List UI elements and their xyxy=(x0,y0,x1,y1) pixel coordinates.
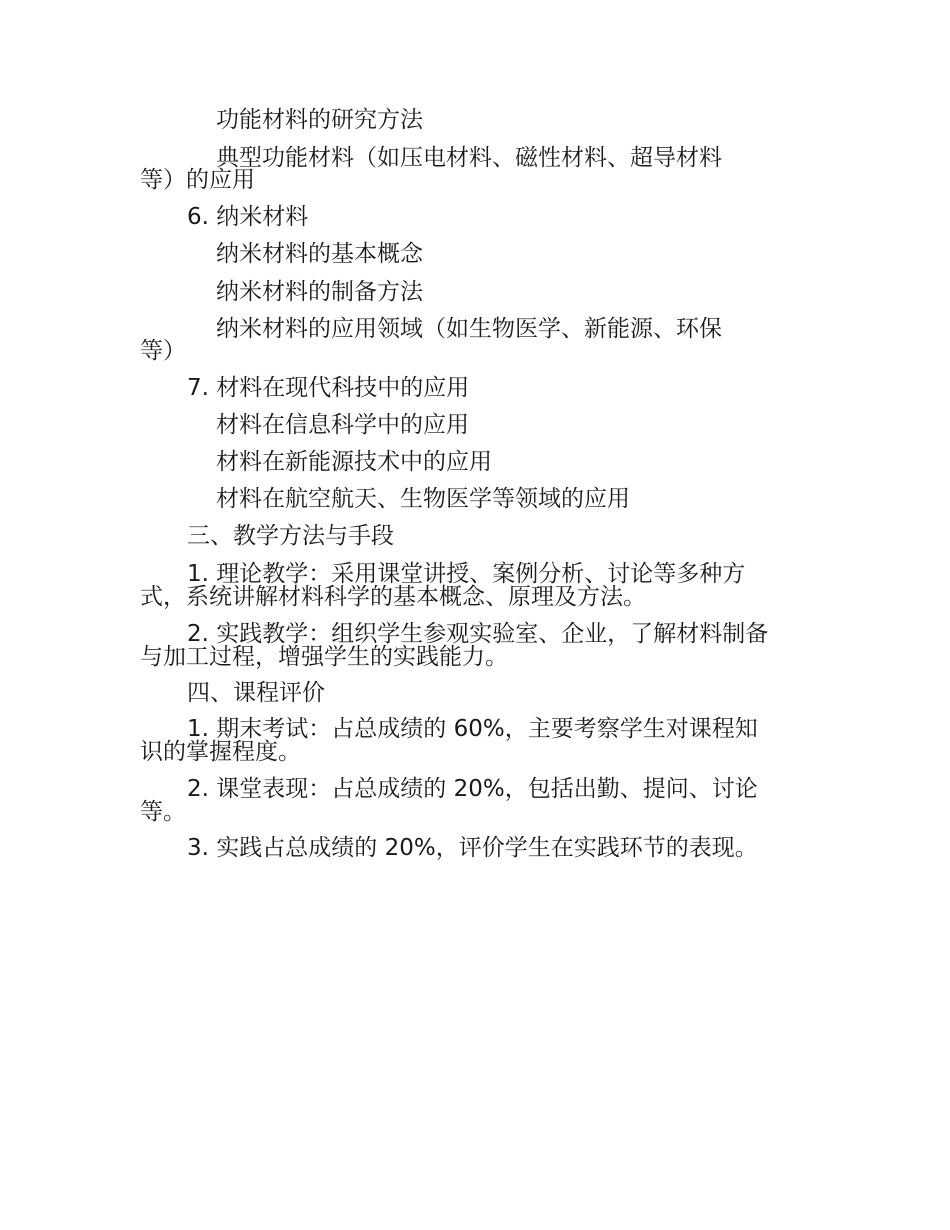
section-heading: 三、教学方法与手段 xyxy=(187,523,394,549)
paragraph-line: 纳米材料的制备方法 xyxy=(216,279,423,305)
paragraph-line: 功能材料的研究方法 xyxy=(216,107,423,133)
paragraph-line: 2. 课堂表现：占总成绩的 20%，包括出勤、提问、讨论 xyxy=(187,776,758,802)
paragraph-line-continuation: 等）的应用 xyxy=(140,167,255,193)
paragraph-line: 1. 期末考试：占总成绩的 60%，主要考察学生对课程知 xyxy=(187,716,758,742)
paragraph-line-continuation: 等。 xyxy=(140,799,186,825)
section-heading: 四、课程评价 xyxy=(187,680,325,706)
paragraph-line: 2. 实践教学：组织学生参观实验室、企业，了解材料制备 xyxy=(187,621,769,647)
section-heading: 6. 纳米材料 xyxy=(187,204,309,230)
paragraph-line: 典型功能材料（如压电材料、磁性材料、超导材料 xyxy=(216,145,722,171)
paragraph-line-continuation: 识的掌握程度。 xyxy=(140,739,301,765)
section-heading: 7. 材料在现代科技中的应用 xyxy=(187,375,470,401)
paragraph-line: 3. 实践占总成绩的 20%，评价学生在实践环节的表现。 xyxy=(187,835,758,861)
paragraph-line-continuation: 式，系统讲解材料科学的基本概念、原理及方法。 xyxy=(140,584,646,610)
paragraph-line: 材料在新能源技术中的应用 xyxy=(216,449,492,475)
paragraph-line-continuation: 等） xyxy=(140,338,186,364)
paragraph-line: 材料在航空航天、生物医学等领域的应用 xyxy=(216,486,630,512)
paragraph-line: 材料在信息科学中的应用 xyxy=(216,412,469,438)
paragraph-line: 1. 理论教学：采用课堂讲授、案例分析、讨论等多种方 xyxy=(187,561,746,587)
paragraph-line-continuation: 与加工过程，增强学生的实践能力。 xyxy=(140,644,508,670)
paragraph-line: 纳米材料的应用领域（如生物医学、新能源、环保 xyxy=(216,316,722,342)
paragraph-line: 纳米材料的基本概念 xyxy=(216,241,423,267)
